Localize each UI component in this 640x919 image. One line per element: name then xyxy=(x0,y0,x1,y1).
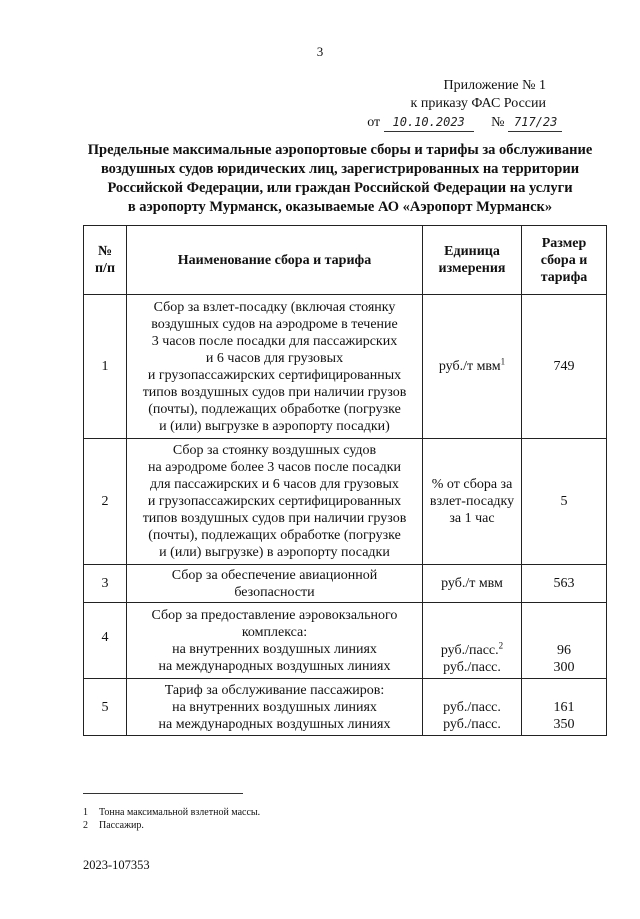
number-prefix: № xyxy=(491,115,505,130)
header-unit: Единица измерения xyxy=(423,226,522,295)
footnote-text: Тонна максимальной взлетной массы. xyxy=(99,807,261,818)
row-name: Сбор за обеспечение авиационной безопасности xyxy=(127,565,423,603)
header-size: Размер сбора и тарифа xyxy=(522,226,607,295)
row-name: Сбор за предоставление аэровокзального комплекса: на внутренних воздушных линиях на международных воздушных линиях xyxy=(127,603,423,679)
footnote-divider xyxy=(83,793,243,794)
title-line: воздушных судов юридических лиц, зарегистрированных на территории xyxy=(100,161,580,177)
table-header-row xyxy=(84,226,607,295)
footnote xyxy=(83,819,144,833)
table-row xyxy=(84,439,607,565)
row-num: 2 xyxy=(84,439,127,565)
row-unit: руб./т мвм$^1$ xyxy=(423,295,522,439)
footnote-text: Пассажир. xyxy=(99,820,144,831)
appendix-order-ref: к приказу ФАС России xyxy=(410,96,546,111)
fees-table xyxy=(83,225,607,736)
row-unit: руб./пасс. руб./пасс. xyxy=(423,679,522,736)
appendix-title: Приложение № 1 xyxy=(443,78,546,93)
header-num: № п/п xyxy=(84,226,127,295)
footnote xyxy=(83,806,260,820)
title-line: в аэропорту Мурманск, оказываемые АО «Аэропорт Мурманск» xyxy=(127,199,553,215)
row-num: 5 xyxy=(84,679,127,736)
handwritten-number: 717/23 xyxy=(508,113,562,132)
row-value: 5 xyxy=(522,439,607,565)
row-unit: % от сбора за взлет-посадку за 1 час xyxy=(423,439,522,565)
row-value: 563 xyxy=(522,565,607,603)
row-name: Тариф за обслуживание пассажиров: на внутренних воздушных линиях на международных воздушных линиях xyxy=(127,679,423,736)
row-num: 3 xyxy=(84,565,127,603)
date-prefix: от xyxy=(367,115,381,130)
handwritten-date: 10.10.2023 xyxy=(384,113,474,132)
table-row xyxy=(84,603,607,679)
row-num: 1 xyxy=(84,295,127,439)
footnote-number: 1 xyxy=(83,807,88,818)
header-name: Наименование сбора и тарифа xyxy=(127,226,423,295)
title-line: Предельные максимальные аэропортовые сборы и тарифы за обслуживание xyxy=(87,142,593,158)
row-name: Сбор за взлет-посадку (включая стоянку воздушных судов на аэродроме в течение 3 часов после посадки для пассажирских и 6 часов для грузовых и грузопассажирских сертифицированных типов воздушных судов при наличии грузов (почты), подлежащих обработке (погрузке и (или) выгрузке в аэропорту посадки) xyxy=(127,295,423,439)
footnote-ref: 2 xyxy=(498,640,504,651)
footnote-ref: 1 xyxy=(500,356,506,367)
row-name: Сбор за стоянку воздушных судов на аэродроме более 3 часов после посадки для пассажирских и 6 часов для грузовых и грузопассажирских сертифицированных типов воздушных судов при наличии грузов (почты), подлежащих обработке (погрузке и (или) выгрузке) в аэропорту посадки xyxy=(127,439,423,565)
table-row xyxy=(84,565,607,603)
order-date-number xyxy=(367,113,562,132)
row-num: 4 xyxy=(84,603,127,679)
row-unit: руб./т мвм xyxy=(423,565,522,603)
row-value: 96 300 xyxy=(522,603,607,679)
row-unit: руб./пасс.$^2$ руб./пасс. xyxy=(423,603,522,679)
row-value: 749 xyxy=(522,295,607,439)
document-code: 2023-107353 xyxy=(83,858,150,872)
page-number: 3 xyxy=(316,44,324,59)
table-row xyxy=(84,295,607,439)
document-title xyxy=(70,141,610,217)
row-value: 161 350 xyxy=(522,679,607,736)
footnote-number: 2 xyxy=(83,820,88,831)
table-row xyxy=(84,679,607,736)
title-line: Российской Федерации, или граждан Российской Федерации на услуги xyxy=(107,180,573,196)
